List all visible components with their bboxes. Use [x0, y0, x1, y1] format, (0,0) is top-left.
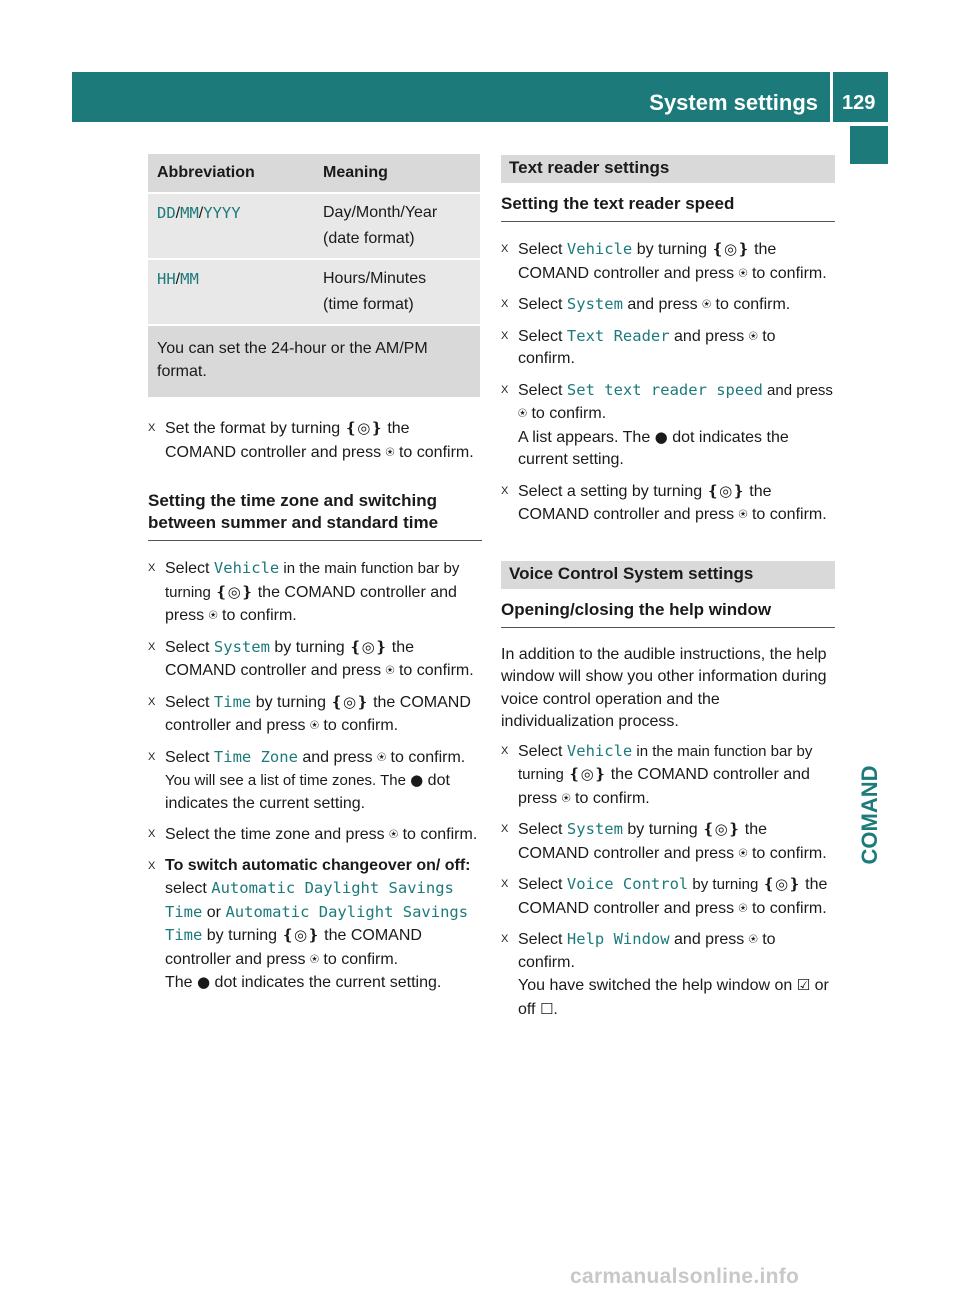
checkbox-checked-icon: ☑ — [796, 976, 811, 994]
controller-press-icon: ⍟ — [738, 898, 748, 917]
controller-press-icon: ⍟ — [702, 295, 712, 313]
section-heading: Voice Control System settings — [501, 561, 835, 589]
controller-press-icon: ⍟ — [738, 263, 748, 282]
step-marker: X — [148, 750, 156, 763]
step-marker: X — [148, 562, 156, 574]
step-item: X Select System by turning ❴◎❵ the COMAND controller and press ⍟ to confirm. — [501, 820, 827, 862]
dot-icon: ● — [197, 973, 211, 991]
menu-code: Time Zone — [213, 747, 298, 766]
step-item: X Select Voice Control by turning ❴◎❵ the COMAND controller and press ⍟ to confirm. — [501, 875, 828, 917]
table-note: You can set the 24-hour or the AM/PM format. — [148, 324, 480, 397]
step-item: X Select System and press ⍟ to confirm. — [501, 293, 835, 317]
code-mm: MM — [180, 204, 199, 222]
step-marker: X — [501, 383, 509, 396]
menu-code: Vehicle — [566, 741, 633, 760]
controller-turn-icon: ❴◎❵ — [702, 820, 741, 838]
controller-press-icon: ⍟ — [377, 747, 387, 766]
table-row: DD/MM/YYYY Day/Month/Year (date format) — [148, 192, 480, 258]
dot-icon: ● — [654, 427, 668, 446]
controller-press-icon: ⍟ — [738, 843, 748, 862]
step-item: X Select a setting by turning ❴◎❵ the COMAND controller and press ⍟ to confirm. — [501, 481, 827, 523]
step-marker: X — [148, 640, 156, 653]
controller-press-icon: ⍟ — [385, 661, 395, 679]
menu-code: System — [213, 637, 270, 656]
step-item: X Select System by turning ❴◎❵ the COMAND controller and press ⍟ to confirm. — [148, 637, 474, 679]
step-item: X Select Set text reader speed and press ⍟ to confirm. A list appears. The ● dot indicates the current setting. — [501, 380, 833, 468]
menu-code: System — [566, 295, 623, 313]
controller-press-icon: ⍟ — [518, 404, 528, 422]
section-subheading: Setting the text reader speed — [501, 193, 835, 222]
step-item: X Select Vehicle in the main function bar by turning ❴◎❵ the COMAND controller and press ⍟ to confirm. — [148, 559, 460, 624]
table-row: HH/MM Hours/Minutes (time format) — [148, 258, 480, 324]
step-item: X Set the format by turning ❴◎❵ the COMAND controller and press ⍟ to confirm. — [148, 419, 474, 461]
menu-code: Vehicle — [213, 559, 280, 577]
meaning-text: Day/Month/Year — [323, 204, 438, 221]
step-marker: X — [501, 744, 509, 757]
step-item: X Select Vehicle by turning ❴◎❵ the COMAND controller and press ⍟ to confirm. — [501, 240, 827, 282]
controller-press-icon: ⍟ — [309, 949, 319, 968]
step-item: X Select Time by turning ❴◎❵ the COMAND controller and press ⍟ to confirm. — [148, 692, 471, 734]
code-dd: DD — [157, 204, 176, 222]
side-tab — [852, 740, 888, 890]
menu-code: Automatic Daylight Savings Time — [165, 902, 469, 944]
abbreviation-table — [148, 154, 480, 397]
step-marker: X — [148, 695, 156, 708]
step-marker: X — [501, 933, 509, 945]
controller-turn-icon: ❴◎❵ — [330, 692, 369, 711]
step-marker: X — [501, 484, 509, 497]
checkbox-unchecked-icon: ☐ — [539, 999, 554, 1018]
step-marker: X — [501, 878, 509, 890]
controller-press-icon: ⍟ — [208, 606, 218, 624]
left-column — [148, 154, 482, 1003]
step-item: X Select the time zone and press ⍟ to confirm. — [148, 823, 482, 847]
controller-turn-icon: ❴◎❵ — [215, 582, 254, 601]
step-marker: X — [148, 828, 156, 840]
controller-press-icon: ⍟ — [748, 930, 758, 948]
controller-press-icon: ⍟ — [748, 326, 758, 345]
menu-code: Vehicle — [566, 240, 633, 258]
side-tab-label: COMAND — [856, 765, 882, 865]
page-number: 129 — [842, 92, 876, 114]
meaning-subtext: (time format) — [323, 295, 414, 313]
page-title: System settings — [649, 90, 818, 115]
step-marker: X — [148, 422, 156, 434]
step-marker: X — [501, 823, 509, 835]
column-header-meaning: Meaning — [314, 154, 480, 192]
menu-code: Set text reader speed — [566, 380, 763, 399]
controller-press-icon: ⍟ — [309, 716, 319, 734]
watermark-footer: carmanualsonline.info — [570, 1265, 800, 1288]
step-item: X Select Text Reader and press ⍟ to confirm. — [501, 326, 776, 367]
controller-press-icon: ⍟ — [389, 825, 399, 843]
controller-turn-icon: ❴◎❵ — [568, 765, 607, 783]
menu-code: System — [566, 820, 623, 838]
controller-press-icon: ⍟ — [561, 788, 571, 807]
controller-press-icon: ⍟ — [738, 505, 748, 523]
menu-code: Text Reader — [566, 326, 670, 345]
controller-turn-icon: ❴◎❵ — [711, 240, 750, 258]
code-yyyy: YYYY — [203, 204, 241, 222]
controller-press-icon: ⍟ — [385, 442, 395, 461]
menu-code: Help Window — [566, 930, 670, 948]
controller-turn-icon: ❴◎❵ — [344, 419, 383, 437]
right-column — [501, 155, 835, 1029]
meaning-text: Hours/Minutes — [323, 270, 427, 287]
meaning-subtext: (date format) — [323, 229, 415, 247]
dot-icon: ● — [410, 771, 424, 789]
controller-turn-icon: ❴◎❵ — [706, 481, 745, 500]
code-mm: MM — [180, 270, 199, 288]
controller-turn-icon: ❴◎❵ — [762, 875, 801, 893]
step-marker: X — [501, 243, 509, 255]
menu-code: Automatic Daylight Savings Time — [165, 879, 454, 921]
step-marker: X — [148, 859, 156, 872]
controller-turn-icon: ❴◎❵ — [281, 926, 320, 944]
section-subheading: Setting the time zone and switching between summer and standard time — [148, 490, 482, 541]
step-item: X Select Vehicle in the main function bar by turning ❴◎❵ the COMAND controller and press ⍟ to confirm. — [501, 741, 813, 807]
section-subheading: Opening/closing the help window — [501, 599, 835, 628]
menu-code: Time — [213, 692, 252, 711]
step-item: X Select Help Window and press ⍟ to confirm. You have switched the help window on ☑ or off ☐. — [501, 930, 829, 1018]
code-hh: HH — [157, 270, 176, 288]
intro-paragraph: In addition to the audible instructions, the help window will show you other information during voice control operation and the individualization process. — [501, 645, 827, 730]
header-divider — [830, 72, 833, 122]
controller-turn-icon: ❴◎❵ — [349, 637, 388, 656]
step-item: X To switch automatic changeover on/ off: select Automatic Daylight Savings Time or Automatic Daylight Savings Time by turning ❴◎❵ the COMAND controller and press ⍟ to confirm. The ● dot indicates the current setting. — [148, 856, 471, 991]
step-item: X Select Time Zone and press ⍟ to confirm. You will see a list of time zones. The ● dot indicates the current setting. — [148, 747, 466, 812]
section-heading: Text reader settings — [501, 155, 835, 183]
column-header-abbreviation: Abbreviation — [148, 154, 314, 192]
step-marker: X — [501, 329, 509, 342]
side-tab-marker — [850, 126, 888, 164]
menu-code: Voice Control — [566, 875, 689, 893]
step-marker: X — [501, 298, 509, 310]
